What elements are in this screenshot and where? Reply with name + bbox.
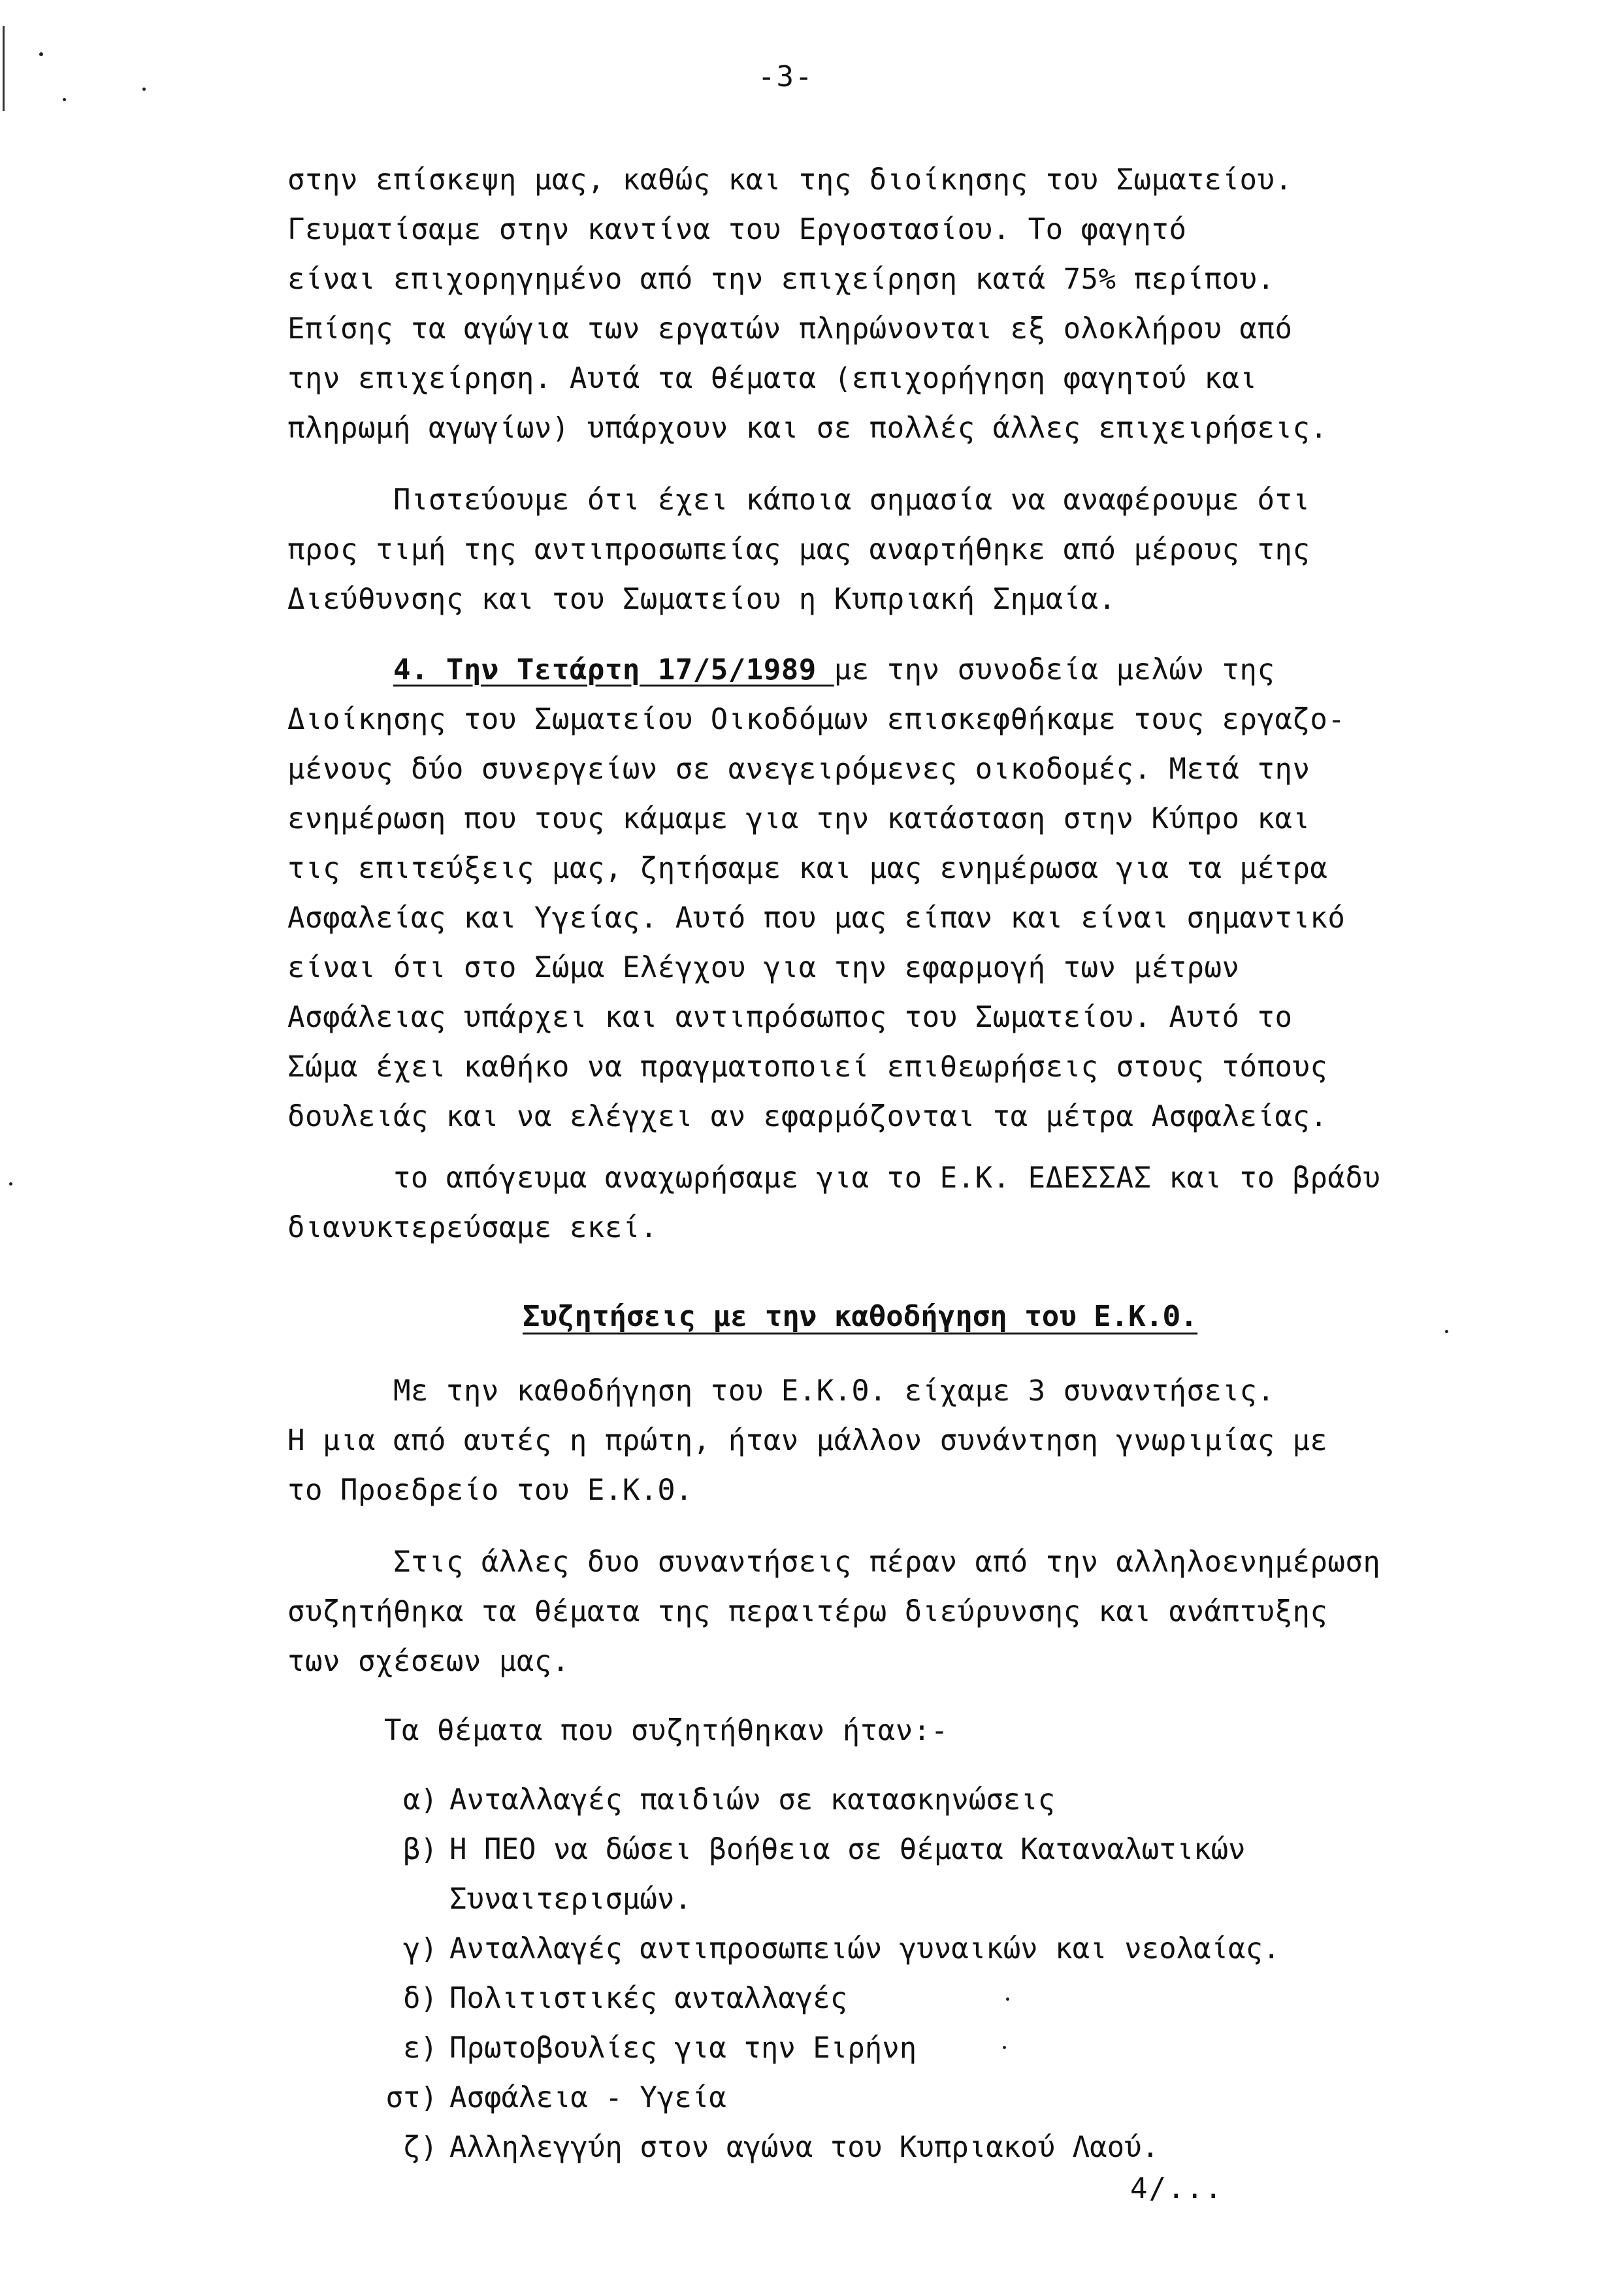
text-line: Ασφαλείας και Υγείας. Αυτό που μας είπαν και είναι σημαντικό bbox=[287, 901, 1346, 935]
list-item-text: Πρωτοβουλίες για την Ειρήνη bbox=[449, 2031, 917, 2065]
text-line: είναι ότι στο Σώμα Ελέγχου για την εφαρμογή των μέτρων bbox=[287, 951, 1240, 984]
date-lead-rest: με την συνοδεία μελών της bbox=[834, 653, 1275, 687]
paragraph-meetings bbox=[287, 1366, 1568, 1515]
list-item bbox=[366, 1924, 1280, 1974]
list-marker: ζ) bbox=[403, 2131, 438, 2164]
scan-edge-mark bbox=[3, 26, 5, 111]
list-item bbox=[366, 1825, 1280, 1875]
page-number: -3- bbox=[758, 60, 814, 93]
continuation-reference: 4/... bbox=[1130, 2172, 1224, 2205]
list-item-text: Αλληλεγγύη στον αγώνα του Κυπριακού Λαού. bbox=[449, 2131, 1160, 2164]
text-line: Πιστεύουμε ότι έχει κάποια σημασία να αναφέρουμε ότι bbox=[287, 483, 1310, 517]
text-line: τις επιτεύξεις μας, ζητήσαμε και μας ενημέρωσα για τα μέτρα bbox=[287, 852, 1328, 885]
text-line: Γευματίσαμε στην καντίνα του Εργοστασίου. Το φαγητό bbox=[287, 213, 1187, 246]
list-item-text: Ασφάλεια - Υγεία bbox=[449, 2081, 726, 2114]
list-marker: γ) bbox=[403, 1932, 438, 1965]
text-line bbox=[287, 645, 1568, 695]
text-line: στην επίσκεψη μας, καθώς και της διοίκησης του Σωματείου. bbox=[287, 163, 1293, 197]
scan-speck bbox=[1445, 1330, 1448, 1333]
list-item-text: Ανταλλαγές παιδιών σε κατασκηνώσεις bbox=[449, 1783, 1056, 1817]
list-item-text: Ανταλλαγές αντιπροσωπειών γυναικών και νεολαίας. bbox=[449, 1932, 1280, 1965]
text-line: Η μια από αυτές η πρώτη, ήταν μάλλον συνάντηση γνωριμίας με bbox=[287, 1424, 1328, 1457]
list-marker: στ) bbox=[385, 2081, 438, 2114]
scan-speck bbox=[142, 88, 146, 91]
text-line: δουλειάς και να ελέγχει αν εφαρμόζονται τα μέτρα Ασφαλείας. bbox=[287, 1100, 1328, 1133]
list-marker: δ) bbox=[403, 1982, 438, 2015]
list-item bbox=[366, 2123, 1280, 2173]
list-item-text: Πολιτιστικές ανταλλαγές bbox=[449, 1982, 848, 2015]
text-line: μένους δύο συνεργείων σε ανεγειρόμενες οικοδομές. Μετά την bbox=[287, 752, 1310, 786]
paragraph-visit-canteen bbox=[287, 155, 1568, 453]
text-line: Τα θέματα που συζητήθηκαν ήταν:- bbox=[384, 1714, 949, 1747]
paragraph-wednesday-visit bbox=[287, 645, 1568, 1142]
list-marker: ε) bbox=[403, 2031, 438, 2065]
list-item bbox=[366, 2073, 1280, 2123]
text-line: το απόγευμα αναχωρήσαμε για το Ε.Κ. ΕΔΕΣΣΑΣ και το βράδυ bbox=[287, 1161, 1381, 1195]
scan-speck bbox=[39, 52, 43, 56]
paragraph-discussions bbox=[287, 1538, 1568, 1687]
text-line: διανυκτερεύσαμε εκεί. bbox=[287, 1211, 658, 1244]
list-item bbox=[366, 1775, 1280, 1825]
list-intro bbox=[384, 1706, 1609, 1756]
text-line: Διοίκησης του Σωματείου Οικοδόμων επισκεφθήκαμε τους εργαζο- bbox=[287, 703, 1346, 736]
text-line: Διεύθυνσης και του Σωματείου η Κυπριακή Σημαία. bbox=[287, 583, 1116, 616]
text-line: Σώμα έχει καθήκο να πραγματοποιεί επιθεωρήσεις στους τόπους bbox=[287, 1050, 1328, 1084]
list-item bbox=[366, 2024, 1280, 2073]
scan-speck bbox=[1006, 1997, 1009, 2001]
list-item bbox=[366, 1974, 1280, 2024]
text-line: την επιχείρηση. Αυτά τα θέματα (επιχορήγηση φαγητού και bbox=[287, 362, 1258, 395]
list-item-text: Συναιτερισμών. bbox=[449, 1883, 692, 1916]
section-heading: Συζητήσεις με την καθοδήγηση του Ε.Κ.Θ. bbox=[523, 1300, 1198, 1333]
text-line: το Προεδρείο του Ε.Κ.Θ. bbox=[287, 1474, 693, 1507]
list-item-text: Η ΠΕΟ να δώσει βοήθεια σε θέματα Καταναλωτικών bbox=[449, 1833, 1246, 1866]
text-line: των σχέσεων μας. bbox=[287, 1645, 570, 1678]
text-line: ενημέρωση που τους κάμαμε για την κατάσταση στην Κύπρο και bbox=[287, 802, 1310, 835]
topics-list bbox=[366, 1775, 1280, 2173]
text-line: Ασφάλειας υπάρχει και αντιπρόσωπος του Σωματείου. Αυτό το bbox=[287, 1001, 1293, 1034]
list-marker: α) bbox=[403, 1783, 438, 1817]
text-line: προς τιμή της αντιπροσωπείας μας αναρτήθηκε από μέρους της bbox=[287, 533, 1310, 566]
text-line: πληρωμή αγωγίων) υπάρχουν και σε πολλές άλλες επιχειρήσεις. bbox=[287, 412, 1328, 445]
list-marker bbox=[366, 1875, 449, 1924]
paragraph-edessa bbox=[287, 1154, 1568, 1253]
text-line: Επίσης τα αγώγια των εργατών πληρώνονται εξ ολοκλήρου από bbox=[287, 312, 1293, 346]
paragraph-cyprus-flag bbox=[287, 476, 1568, 624]
text-line: Με την καθοδήγηση του Ε.Κ.Θ. είχαμε 3 συναντήσεις. bbox=[287, 1374, 1275, 1408]
list-item-continuation bbox=[366, 1875, 1280, 1924]
scan-speck bbox=[9, 1182, 12, 1186]
list-marker: β) bbox=[403, 1833, 438, 1866]
text-line: συζητήθηκα τα θέματα της περαιτέρω διεύρυνσης και ανάπτυξης bbox=[287, 1595, 1328, 1628]
scan-speck bbox=[1003, 2046, 1006, 2049]
text-line: είναι επιχορηγημένο από την επιχείρηση κατά 75% περίπου. bbox=[287, 263, 1275, 296]
date-lead-underlined: 4. Την Τετάρτη 17/5/1989 bbox=[393, 653, 834, 687]
text-line: Στις άλλες δυο συναντήσεις πέραν από την αλληλοενημέρωση bbox=[287, 1545, 1381, 1579]
scan-speck bbox=[63, 98, 66, 101]
